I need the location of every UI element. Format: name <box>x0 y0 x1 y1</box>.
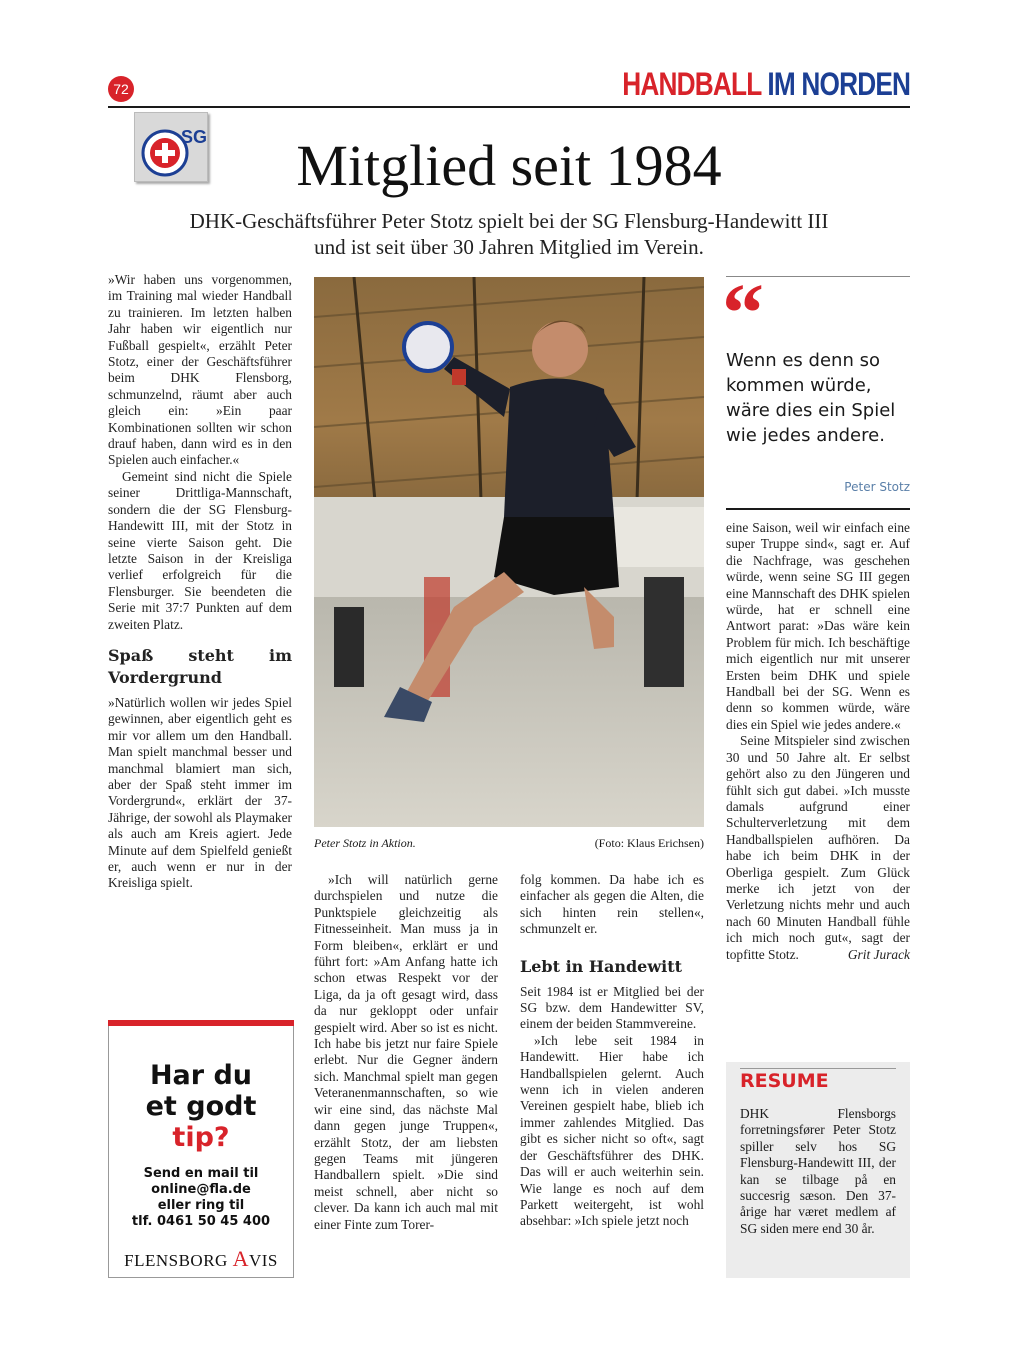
column-3 <box>520 872 704 1230</box>
paragraph: folg kommen. Da habe ich es einfacher als gegen die Alten, die sich hinten rein stellen«, schmunzelt er. <box>520 872 704 937</box>
ad-email-link[interactable]: online@fla.de <box>151 1182 251 1197</box>
paragraph <box>726 733 910 963</box>
club-logo-lettering: SG <box>181 127 207 147</box>
header-rule <box>108 106 910 108</box>
pull-quote: Wenn es denn so kommen würde, wäre dies ein Spiel wie jedes andere. <box>726 350 896 446</box>
pull-quote-author: Peter Stotz <box>844 480 910 494</box>
author-signature: Grit Jurack <box>847 946 910 962</box>
section-title-part-b: IM NORDEN <box>767 66 910 102</box>
section-title <box>622 66 910 103</box>
section-title-part-a: HANDBALL <box>622 66 761 102</box>
subheading: Lebt in Handewitt <box>520 956 682 976</box>
ad-line-1: Har du <box>149 1060 253 1091</box>
photo-credit: (Foto: Klaus Erichsen) <box>594 836 704 850</box>
paragraph: Seit 1984 ist er Mitglied bei der SG bzw. dem Handewitter SV, einem der beiden Stammvereine. <box>520 983 704 1032</box>
deck <box>108 208 910 260</box>
paragraph: »Natürlich wollen wir jedes Spiel gewinnen, aber eigentlich geht es mir vor allem um den Handball. Man spielt manchmal besser und manchmal blamiert man sich, aber der Spaß steht immer im Vordergrund«, erklärt der 37-Jährige, der sowohl als Playmaker als auch am Kreis agiert. Jede Minute auf dem Spielfeld genießt er, auch wenn er nur in der Kreisliga spielt. <box>108 694 292 891</box>
deck-line-2: und ist seit über 30 Jahren Mitglied im Verein. <box>314 235 704 259</box>
paragraph: eine Saison, weil wir einfach eine super Truppe sind«, sagt er. Auf die Nachfrage, was geschehen würde, wenn seine SG III gegen eine Mannschaft des DHK spielen würde, hat er schnell eine Antwort parat: »Das wäre kein Problem für mich. Ich beschäftige mich eigentlich nur mit unserer Ersten beim DHK und spiele Handball bei der SG. Wenn es denn so kommen würde, wäre dies ein Spiel wie jedes andere.« <box>726 520 910 732</box>
subheading: Spaß steht im Vordergrund <box>108 645 292 687</box>
ad-brand-c: VIS <box>248 1251 278 1270</box>
column-4 <box>726 520 910 963</box>
ad-line-2: et godt <box>145 1091 257 1122</box>
column-2 <box>314 872 498 1233</box>
paragraph: Gemeint sind nicht die Spiele seiner Drittliga-Mannschaft, sondern die der SG Flensburg-Handewitt III, mit der Stotz in seine vierte Saison geht. Die letzte Saison in der Kreisliga verlief erfolgreich für die Flensburger. Sie beendeten die Serie mit 37:7 Punkten auf dem zweiten Platz. <box>108 468 292 632</box>
resume-rule <box>740 1068 896 1069</box>
handball-player-photo <box>314 277 704 827</box>
ad-body-3: eller ring til <box>157 1198 245 1213</box>
deck-line-1: DHK-Geschäftsführer Peter Stotz spielt bei der SG Flensburg-Handewitt III <box>189 209 829 233</box>
column-1 <box>108 272 292 892</box>
ad-phone: tlf. 0461 50 45 400 <box>131 1214 271 1229</box>
caption-text: Peter Stotz in Aktion. <box>314 836 416 850</box>
resume-text: DHK Flensborgs forretningsfører Peter Stotz spiller selv hos SG Flensburg-Handewitt III, der kan se tilbage på en succesrig sæson. Den 37-årige har været medlem af SG siden mere end 30 år. <box>740 1106 896 1236</box>
page-number: 72 <box>108 76 134 102</box>
quote-mark-icon: “ <box>722 267 764 360</box>
ad-brand-b: A <box>232 1246 249 1271</box>
paragraph-text: Seine Mitspieler sind zwischen 30 und 50 Jahre alt. Er selbst gehört also zu den Jüngeren und fühlt sich gut dabei. »Ich musste damals aufgrund einer Schulterverletzung mit dem Handballspielen aufhören. Da habe ich beim DHK in der Oberliga gespielt. Zum Glück merke ich jetzt von der Verletzung nichts mehr und auch nach 60 Minuten Handball fühle ich mich noch gut«, sagt der topfitte Stotz. <box>726 733 910 962</box>
paragraph: »Ich will natürlich gerne durchspielen und nutze die Punktspiele gleichzeitig als Fitnesseinheit. Man muss ja in Form bleiben«, erklärt er und führt fort: »Am Anfang hatte ich schon etwas Respekt vor der Liga, da ja oft gesagt wird, dass da nur gekloppt oder unfair gespielt wird. Aber so ist es nicht. Ich habe bis jetzt nur faire Spiele erlebt. Nur die Gegner ändern sich. Manchmal spielt man gegen Veteranenmannschaften, so wie wir eine sind, das nächste Mal dann gegen junge Truppen«, erzählt Stotz, der am liebsten gegen Teams mit jüngeren Handballern spielt. »Die sind meist schnell, aber nicht so clever. Da kann ich auch mal mit einer Finte zum Torer- <box>314 872 498 1232</box>
ad-line-3: tip? <box>172 1122 230 1153</box>
article-photo <box>314 277 704 827</box>
ad-brand-a: FLENSBORG <box>124 1251 233 1270</box>
photo-caption <box>314 836 704 851</box>
ad-brand-logo <box>108 1246 294 1272</box>
ad-top-bar <box>108 1020 294 1026</box>
headline: Mitglied seit 1984 <box>296 133 722 198</box>
ad-body <box>108 1166 294 1230</box>
ad-headline <box>108 1060 294 1153</box>
resume-title: RESUME <box>740 1070 829 1092</box>
paragraph: »Ich lebe seit 1984 in Handewitt. Hier habe ich Handballspielen gelernt. Auch wenn ich in vielen anderen Vereinen gespielt habe, blieb ich immer zahlendes Mitglied. Das gibt es sicher nicht so oft«, sagt der Geschäftsführer des DHK. Das will er auch weiterhin sein. Wie lange es noch auf dem Parkett weitergeht, ist wohl absehbar: »Ich spiele jetzt noch <box>520 1032 704 1229</box>
ad-body-1: Send en mail til <box>143 1166 259 1181</box>
quote-bottom-rule <box>726 508 910 510</box>
paragraph: »Wir haben uns vorgenommen, im Training mal wieder Handball zu trainieren. Im letzten halben Jahr haben wir eigentlich nur Fußball gespielt«, erzählt Peter Stotz, einer der Geschäftsführer beim DHK Flensborg, schmunzelnd, räumt aber auch gleich ein: »Ein paar Kombinationen sollten wir schon drauf haben, dann wird es in den Spielen auch einfacher.« <box>108 272 292 468</box>
